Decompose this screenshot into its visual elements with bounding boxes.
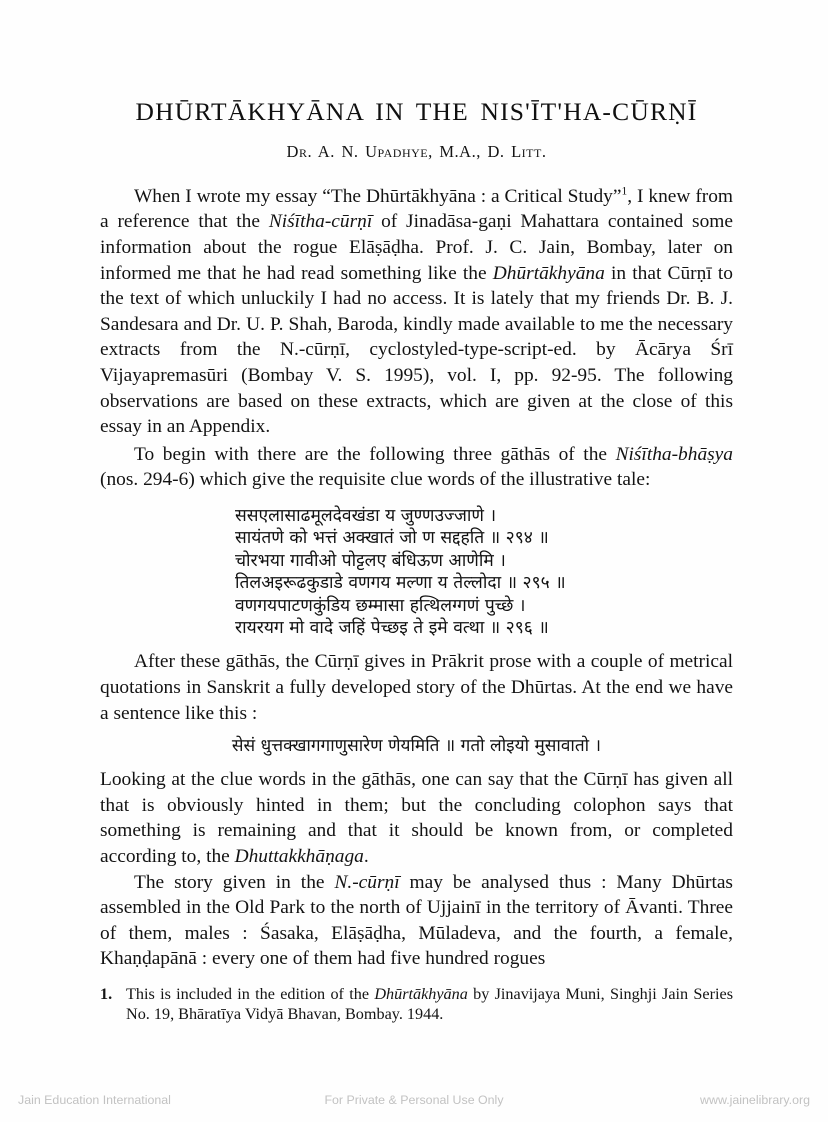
footer-center-text: For Private & Personal Use Only [324, 1093, 504, 1107]
p4-italic-dhuttakkhanaga: Dhuttakkhāṇaga [234, 846, 364, 867]
page-content [100, 96, 733, 1024]
page-title: DHŪRTĀKHYĀNA IN THE NIS'ĪT'HA-CŪRṆĪ [135, 97, 698, 126]
p4-segment-a: Looking at the clue words in the gāthās, one can say that the Cūrṇī has given all that is obviously hinted in them; but the concluding colophon says that something is remaining and that it should be known from, or completed according to, the [100, 769, 733, 867]
devanagari-verse-block [100, 505, 733, 639]
paragraph-4 [100, 767, 733, 869]
p5-italic-n-curni: N.-cūrṇī [334, 871, 400, 893]
footnote-area [100, 984, 733, 1024]
p1-segment-c: of Jinadāsa-gaṇi Mahattara contained some information about the rogue Elāṣāḍha. Prof. J. C. Jain, Bombay, later on informed me that he had read something like the [100, 211, 733, 284]
verse-line: तिलअइरूढकुडाडे वणगय मल्णा य तेल्लोदा ॥ २९५ ॥ [235, 573, 566, 594]
p5-segment-b: may be analysed thus : Many Dhūrtas assembled in the Old Park to the north of Ujjainī in the territory of Āvanti. Three of them, males : Śasaka, Elāṣāḍha, Mūladeva, and the fourth, a female, Khaṇḍapānā : every one of them had five hundred rogues [100, 871, 733, 970]
footnote-segment-a: This is included in the edition of the [126, 984, 375, 1003]
footnote-1 [100, 984, 733, 1024]
footnote-number: 1. [100, 984, 113, 1003]
footer-left-text: Jain Education International [18, 1093, 171, 1107]
verse-line: वणगयपाटणकुंडिय छम्मासा हत्थिलग्गणं पुच्छे । [235, 595, 526, 616]
footnote-text [126, 984, 733, 1024]
p1-italic-nisitha-curni: Niśītha-cūrṇī [268, 211, 373, 233]
footnote-segment-b: by Jinavijaya Muni, Singhji Jain Series No. 19, Bhāratīya Vidyā Bhavan, Bombay. 1944. [126, 984, 733, 1023]
p1-segment-a: When I wrote my essay “The Dhūrtākhyāna : a Critical Study” [134, 185, 622, 207]
paragraph-2 [100, 442, 733, 493]
footnote-italic-dhurtakhyana: Dhūrtākhyāna [374, 984, 468, 1003]
verse-line: ससएलासाढमूलदेवखंडा य जुण्णउज्जाणे । [235, 506, 497, 526]
paragraph-1 [100, 184, 733, 440]
p5-segment-a: The story given in the [134, 871, 335, 893]
verse-line: सायंतणे को भत्तं अक्खातं जो ण सद्दहति ॥ २९४ ॥ [235, 528, 549, 549]
footer-website-link[interactable]: www.jainelibrary.org [700, 1093, 810, 1107]
paragraph-5 [100, 870, 733, 972]
p2-segment-b: (nos. 294-6) which give the requisite clue words of the illustrative tale: [100, 469, 651, 491]
footnote-marker-1: 1 [621, 185, 628, 198]
p1-italic-dhurtakhyana: Dhūrtākhyāna [492, 262, 605, 284]
author-name: Dr. A. N. Upadhye, M.A., D. Litt. [286, 141, 547, 161]
devanagari-colophon-line: सेसं धुत्तक्खागगाणुसारेण णेयमिति ॥ गतो लोइयो मुसावातो । [231, 736, 602, 757]
p1-segment-b: , I knew from a reference that the [100, 185, 734, 233]
p4-segment-b: . [363, 846, 369, 867]
p1-segment-d: in that Cūrṇī to the text of which unluckily I had no access. It is lately that my friends Dr. B. J. Sandesara and Dr. U. P. Shah, Baroda, kindly made available to me the necessary extracts from the N.-cūrṇī, cyclostyled-type-script-ed. by Ācārya Śrī Vijayapremasūri (Bombay V. S. 1995), vol. I, pp. 92-95. The following observations are based on these extracts, which are given at the close of this essay in an Appendix. [100, 262, 733, 438]
verse-line: चोरभया गावीओ पोट्टलए बंधिऊण आणेमि । [235, 550, 506, 571]
p2-italic-nisitha-bhasya: Niśītha-bhāṣya [615, 443, 733, 465]
p3-segment-a: After these gāthās, the Cūrṇī gives in Prākrit prose with a couple of metrical quotations in Sanskrit a fully developed story of the Dhūrtas. At the end we have a sentence like this : [100, 651, 733, 724]
paragraph-3 [100, 649, 733, 726]
page-footer [0, 1089, 828, 1111]
verse-line: रायरयग मो वादे जहिं पेच्छइ ते इमे वत्था ॥ २९६ ॥ [235, 618, 549, 639]
p2-segment-a: To begin with there are the following three gāthās of the [134, 443, 616, 465]
author-byline [100, 142, 733, 162]
